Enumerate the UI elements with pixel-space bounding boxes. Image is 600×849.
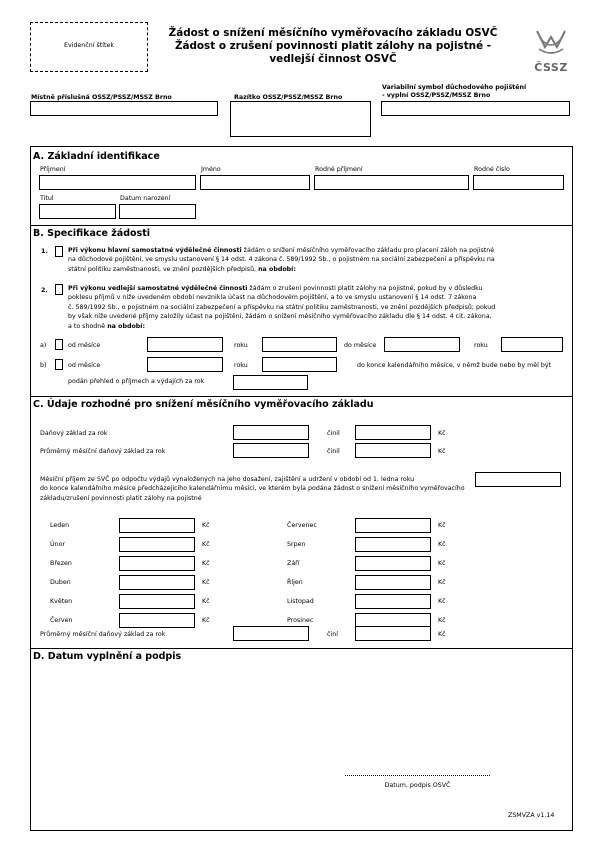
month-amount-field[interactable] bbox=[119, 556, 195, 571]
birth-number-label: Rodné číslo bbox=[474, 166, 510, 173]
month-amount-field[interactable] bbox=[119, 518, 195, 533]
row-b-from-month-label: od měsíce bbox=[68, 362, 101, 369]
month-label: Srpen bbox=[287, 541, 306, 548]
signature-label: Datum, podpis OSVČ bbox=[384, 782, 451, 789]
month-label: Duben bbox=[50, 579, 71, 586]
row-a-label: a) bbox=[40, 342, 47, 349]
form-code: ZSMVZA v1.14 bbox=[508, 812, 555, 819]
tax-base-year-field[interactable] bbox=[233, 425, 309, 440]
tax-base-label: Daňový základ za rok bbox=[40, 430, 108, 437]
divider-a-b bbox=[30, 225, 572, 226]
surname-field[interactable] bbox=[39, 175, 196, 190]
birth-date-label: Datum narození bbox=[120, 195, 171, 202]
avg-tax-base-2-amount-field[interactable] bbox=[355, 626, 431, 641]
income-year-field[interactable] bbox=[475, 472, 561, 487]
row-b-checkbox[interactable] bbox=[55, 359, 63, 370]
month-label: Květen bbox=[50, 598, 73, 605]
avg-tax-base-2-year-field[interactable] bbox=[233, 626, 309, 641]
month-label: Únor bbox=[50, 541, 66, 548]
month-currency: Kč bbox=[202, 522, 210, 529]
form-title bbox=[148, 27, 518, 66]
stamp-field[interactable] bbox=[230, 101, 371, 137]
evidence-label: Evidenční štítek bbox=[63, 42, 114, 49]
section-c-title: C. Údaje rozhodné pro snížení měsíčního vyměřovacího základu bbox=[33, 399, 374, 410]
month-currency: Kč bbox=[438, 617, 446, 624]
row-a-from-month-label: od měsíce bbox=[68, 342, 101, 349]
month-label: Říjen bbox=[287, 579, 303, 586]
row-a-to-month-label: do měsíce bbox=[344, 342, 377, 349]
row-a-year-label: roku bbox=[234, 342, 248, 349]
month-label: Červenec bbox=[287, 522, 317, 529]
varsym-field[interactable] bbox=[381, 101, 570, 116]
birth-date-field[interactable] bbox=[119, 204, 196, 219]
month-currency: Kč bbox=[202, 579, 210, 586]
form-title-line1: Žádost o snížení měsíčního vyměřovacího základu OSVČ bbox=[168, 27, 498, 39]
avg-tax-base-amount-field[interactable] bbox=[355, 443, 431, 458]
item1-checkbox[interactable] bbox=[55, 246, 63, 257]
item1-text-line2: na důchodové pojištění, ve smyslu ustanovení § 14 odst. 4 zákona č. 589/1992 Sb., o pojistném na sociální zabezpečení a příspěvku na bbox=[68, 256, 495, 264]
section-d-title: D. Datum vyplnění a podpis bbox=[33, 651, 182, 662]
item2-text-line1: žádám o zrušení povinnosti platit zálohy na pojistné, pokud by v důsledku bbox=[249, 285, 483, 292]
avg-tax-base-2-label: Průměrný měsíční daňový základ za rok bbox=[40, 631, 166, 638]
monthly-income-line1: Měsíční příjem ze SVČ po odpočtu výdajů vynaložených na jeho dosažení, zajištění a udržení v období od 1. ledna roku bbox=[40, 476, 415, 483]
section-a-title: A. Základní identifikace bbox=[33, 151, 160, 162]
item2-number: 2. bbox=[41, 287, 48, 294]
tax-base-amount-field[interactable] bbox=[355, 425, 431, 440]
row-a-checkbox[interactable] bbox=[55, 339, 63, 350]
row-a-from-year-field[interactable] bbox=[262, 337, 337, 352]
office-label: Místně příslušná OSSZ/PSSZ/MSSZ Brno bbox=[31, 94, 172, 101]
month-currency: Kč bbox=[202, 598, 210, 605]
month-amount-field[interactable] bbox=[355, 518, 431, 533]
item1-text-line3: státní politiku zaměstnanosti, ve znění pozdějších předpisů, bbox=[68, 265, 257, 273]
cssz-logo-icon bbox=[531, 27, 571, 57]
row-a-to-month-field[interactable] bbox=[384, 337, 460, 352]
tax-base-was-label: činil bbox=[327, 430, 340, 437]
month-amount-field[interactable] bbox=[119, 613, 195, 628]
row-a-to-year-field[interactable] bbox=[501, 337, 563, 352]
item1-text-line1: žádám o snížení měsíčního vyměřovacího základu pro placení záloh na pojistné bbox=[243, 247, 495, 254]
stamp-label: Razítko OSSZ/PSSZ/MSSZ Brno bbox=[234, 94, 343, 101]
month-label: Září bbox=[287, 560, 300, 567]
cssz-logo bbox=[531, 27, 571, 75]
row-b-year-label: roku bbox=[234, 362, 248, 369]
row-a-from-month-field[interactable] bbox=[147, 337, 223, 352]
item1-text bbox=[68, 246, 568, 274]
monthly-income-line3: základu/zrušení povinnosti platit zálohy na pojistné bbox=[40, 494, 202, 502]
month-currency: Kč bbox=[202, 541, 210, 548]
degree-field[interactable] bbox=[39, 204, 116, 219]
month-amount-field[interactable] bbox=[119, 594, 195, 609]
section-b-title: B. Specifikace žádosti bbox=[33, 228, 151, 239]
avg-tax-base-label: Průměrný měsíční daňový základ za rok bbox=[40, 448, 166, 455]
month-currency: Kč bbox=[438, 598, 446, 605]
month-amount-field[interactable] bbox=[119, 537, 195, 552]
month-currency: Kč bbox=[202, 617, 210, 624]
birth-surname-label: Rodné příjmení bbox=[315, 166, 363, 173]
item2-text-line4: by však níže uvedené příjmy založily účast na pojištění, žádám o snížení měsíčního vyměřovacího základu dle § 14 odst. 4 cit. zákona, bbox=[68, 313, 492, 321]
row-b-from-month-field[interactable] bbox=[147, 357, 223, 372]
avg-tax-base-currency: Kč bbox=[438, 448, 446, 455]
avg-tax-base-2-is-label: činí bbox=[327, 631, 338, 638]
month-amount-field[interactable] bbox=[355, 575, 431, 590]
divider-c-d bbox=[30, 648, 572, 649]
month-currency: Kč bbox=[202, 560, 210, 567]
month-amount-field[interactable] bbox=[119, 575, 195, 590]
office-field[interactable] bbox=[30, 101, 218, 116]
month-currency: Kč bbox=[438, 522, 446, 529]
avg-tax-base-was-label: činil bbox=[327, 448, 340, 455]
item1-period: na období: bbox=[258, 265, 296, 273]
month-amount-field[interactable] bbox=[355, 537, 431, 552]
month-currency: Kč bbox=[438, 579, 446, 586]
month-currency: Kč bbox=[438, 541, 446, 548]
name-field[interactable] bbox=[200, 175, 310, 190]
month-label: Červen bbox=[50, 617, 73, 624]
item2-checkbox[interactable] bbox=[55, 284, 63, 295]
row-b-until-text: do konce kalendářního měsíce, v němž bude nebo by měl být bbox=[357, 362, 552, 369]
overview-year-field[interactable] bbox=[233, 375, 308, 390]
item2-text-line3: č. 589/1992 Sb., o pojistném na sociální zabezpečení a příspěvku na státní politiku zaměstnanosti, ve znění pozdějších předpisů; pokud bbox=[68, 303, 496, 311]
month-amount-field[interactable] bbox=[355, 594, 431, 609]
month-label: Prosinec bbox=[287, 617, 314, 624]
form-title-line2: Žádost o zrušení povinnosti platit zálohy na pojistné - bbox=[174, 40, 492, 52]
surname-label: Příjmení bbox=[40, 166, 66, 173]
birth-surname-field[interactable] bbox=[314, 175, 469, 190]
overview-label: podán přehled o příjmech a výdajích za rok bbox=[68, 378, 205, 385]
birth-number-field[interactable] bbox=[473, 175, 564, 190]
row-b-label: b) bbox=[40, 362, 47, 369]
form-title-line3: vedlejší činnost OSVČ bbox=[269, 53, 397, 65]
item2-text-line5: a to shodně bbox=[68, 322, 106, 330]
item2-text-line2: poklesu příjmů v níže uvedeném období nevznikla účast na důchodovém pojištění, a to ve smyslu ustanovení § 14 odst. 7 zákona bbox=[68, 294, 477, 302]
varsym-label-1: Variabilní symbol důchodového pojištění bbox=[382, 84, 527, 91]
month-label: Listopad bbox=[287, 598, 314, 605]
row-b-from-year-field[interactable] bbox=[262, 357, 337, 372]
varsym-label-2: - vyplní OSSZ/PSSZ/MSSZ Brno bbox=[382, 92, 491, 99]
item2-text bbox=[68, 284, 568, 331]
row-a-to-year-label: roku bbox=[474, 342, 488, 349]
cssz-logo-text: ČSSZ bbox=[534, 61, 568, 74]
tax-base-currency: Kč bbox=[438, 430, 446, 437]
month-currency: Kč bbox=[438, 560, 446, 567]
item1-bold: Při výkonu hlavní samostatné výdělečné činnosti bbox=[68, 247, 242, 254]
item2-period: na období: bbox=[107, 322, 145, 330]
name-label: Jméno bbox=[201, 166, 221, 173]
month-label: Leden bbox=[50, 522, 70, 529]
avg-tax-base-year-field[interactable] bbox=[233, 443, 309, 458]
degree-label: Titul bbox=[40, 195, 54, 202]
divider-b-c bbox=[30, 396, 572, 397]
item1-number: 1. bbox=[41, 248, 48, 255]
month-amount-field[interactable] bbox=[355, 556, 431, 571]
item2-bold: Při výkonu vedlejší samostatné výdělečné činnosti bbox=[68, 285, 248, 292]
month-label: Březen bbox=[50, 560, 72, 567]
avg-tax-base-2-currency: Kč bbox=[438, 631, 446, 638]
monthly-income-line2: do konce kalendářního měsíce předcházejícího kalendářnímu měsíci, ve kterém byla podána žádost o snížení měsíčního vyměřovacího bbox=[40, 485, 465, 493]
